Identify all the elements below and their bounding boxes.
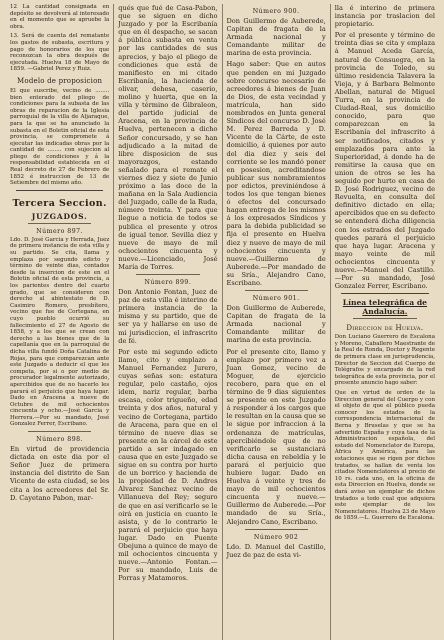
notice-text: lla é interino de primera instancia por traslacion del propietario.: [334, 4, 435, 29]
column-1: [6, 4, 114, 640]
model-text: El que suscribe, vecino de ........ bien enterado del pliego de condiciones para la subasta de las obras de reparacion de la Iglesia parroquial de la villa de Aljaraque, para la que se ha anunciado la subasta en el Boletin oficial de esta provincia, se compromete á ejecutar las indicadas obras por la cantidad de ........ con sujecion al pliego de condiciones y á la responsabilidad establecida en el Real decreto de 27 de Febrero de 1852 é instruccion de 13 de Setiembre del mismo año.: [10, 87, 110, 187]
notice-number: Número 901.: [252, 295, 300, 303]
divider: [353, 318, 417, 319]
paragraph: 13. Será de cuenta del rematante los gastos de subasta, escritura y pago de honorarios de los que reconozcan la obra después de ejecutada. Huelva 18 de Mayo de 1859. —Gabriel Perez y Ruiz.: [10, 33, 110, 73]
columns: [6, 4, 439, 640]
model-heading: Modelo de proposicion: [17, 76, 103, 85]
notice-text: Por el presente cito, llamo y emplazo por primero vez a Juan Gomez, vecino de Moguer, de ejercicio recobero, para que en el término de 9 dias siguientes se presente en este Juzgado á responder á los cargos que le resultan en la causa que se le sigue por infraccion á la ordenanza de matrículas, apercibiéndole que de no verificarlo se sustanciará dicha causa en rebeldía y le parará el perjuicio que hubiere lugar. Dado en Huelva á veinte y tres de mayo de mil ochocientos cincuenta y nueve.—Guillermo de Auberede.—Por mandado de su Sría., Alejandro Cano, Escribano.: [226, 347, 326, 526]
subsection-title: JUZGADOS.: [31, 211, 88, 221]
column-4: [331, 4, 439, 640]
section-title: Tercera Seccion.: [12, 197, 107, 209]
notice-text: Que en virtud de orden de la Direccion general del Cuerpo y con el objeto de que el público pueda conocer los estados de la correspondencia internacional de Berna y Bruselas y que se ha advertido España y cuya tasa de la Administracion española, del estado del Nomenclator de Europa, África y América, para las estaciones que se rigen por dichos tratados, se hallan de venta los citados Nomenclatores al precio de 10 rs. cada uno, en la oficina de esta Direccion en Huelva, donde se dará aviso un ejemplar de dichos tratados a todo cual que adquiera este ejemplar de los Nomenclatores. Huelva 23 de Mayo de 1859.—L. Guerrero de Escalona.: [334, 390, 435, 522]
notice-text: Por el presente y término de treinta dias se cita y emplaza á Manuel Aceda García, natural de Consuegra, en la provincia de Toledo, su último residencia Talavera la Vieja, y á Barbara Belmonte Abellan, natural de Miguel Turra, en la provincia de Ciudad-Real, sus domicilio conocido, para que comparezcan en la Escribanía del infrascrito á ser notificados, citados y emplazados para ante la Superioridad, á donde ha de remitirse la causa que en union de otros se les ha seguido por hurto en casa de D. José Rodriguez, vecino de Revuelta, en consulta del definitivo dictado en ella; apercibidos que en su defecto se entenderá dicha diligencia con los estrados del Juzgado quedes parará el perjuicio que haya lugar. Aracena y mayo veinte de mil ochocientos cincuenta y nueve.—Manuel del Castillo.—Por su mandado, José Gonzalez Ferrer, Escribano.: [334, 31, 435, 291]
paragraph: 12 La cantidad consignada en depósito se devolverá al interesado en el momento que se apruebe la obra.: [10, 4, 110, 30]
divider: [245, 290, 308, 291]
divider: [136, 274, 199, 275]
divider: [28, 431, 91, 432]
notice-text: Don Antonio Fontan, Juez de paz de esta villa é interino de primera instancia de la misma y su partido, que de ser ya y hallarse en uso de mi jurisdiccion, el infrascrito de fé.: [118, 288, 218, 345]
section-title: Línea telegráfica de Andalucía.: [342, 298, 428, 317]
divider: [341, 293, 429, 294]
notice-number: Número 900.: [252, 8, 300, 15]
notice-text: Ldo. D. José Garcia y Herrada, Juez de primera instancia de esta villa y su partido. Se cita, llama y emplaza por segundo edicto y término de veinte dias, contados desde la insercion de este en el Boletin oficial de esta provincia, a los parientes dentro del cuarto grado, que se consideren con derecho al abintestato de D. Casimiro Romero, presbítero, vecino que fue de Cortegana, en cuyo pueblo ocurrió su fallecimiento el 27 de Agosto de 1858, y a los que se crean con derecho a las bienes que de la capellanía que en la parroquial de dicha villa fundó Doña Catalina de Rojas, para que comparezcan ante este Juzgado a deducir el que les competa, por si o por medio de procurador legalmente autorizado, apercibidos que de no hacerlo les parará el perjuicio que haya lugar. Dado en Aracena a nueve de Octubre de mil ochocientos cincuenta y ocho.—José Garcia y Herrera.—Por su mandado, José Gonzalez Ferrer, Escribano.: [10, 236, 110, 428]
divider: [28, 223, 91, 224]
notice-number: Número 897.: [36, 227, 84, 235]
divider: [16, 190, 103, 191]
notice-number: Número 898.: [36, 436, 84, 444]
notice-text: Ldo. D. Manuel del Castillo, Juez de paz de esta vi-: [226, 542, 326, 559]
notice-text: Don Guillermo de Auberede, Capitan de fragata de la Armada nacional y Comandante militar de marina de esta provincia.: [226, 304, 326, 345]
notice-number: Número 902: [253, 533, 299, 541]
notice-text: En virtud de providencia dictada en este dia por el Señor Juez de primera instancia del distrito de San Vicente de esta ciudad, se les cita a los acreedores del Sr. D. Cayetano Pabon, mar-: [10, 445, 110, 502]
notice-text: Don Guillermo de Auberede, Capitan de fragata de la Armada nacional y Comandante militar de marina de esta provincia.: [226, 17, 326, 58]
notice-text: Don Luciano Guerrero de Escalona y Moreno, Caballero Maestrante de la Real de Ronda, Doctor y Regente de primera clase en jurisprudencia, Director de Seccion del Cuerpo de Telégrafos y encargado de la red telegráfica de esta provincia, por el presente anuncio hago saber:: [334, 334, 435, 387]
direction-title: Direccion de Huelva.: [346, 324, 424, 333]
divider: [245, 529, 308, 530]
notice-text: qués que fué de Casa-Pabon, que se siguen en dicho Juzgado y por la Escribanía que en él despacho, se sacan á pública subasta en venta por las cantidades de sus aprecios, y bajo el pliego de condiciones que está de manifiesto en mi citado Escribanía, la hacienda de olivar, dehesa, caserío, molino y huerta, que en la villa y término de Gibraleon, del partido judicial de Aracena, en la provincia de Huelva, pertenecen a dicho Señor concursado, y se han adjudicado a la mitad de libre disposicion de sus mayorazgos, estando señalado para el remate el viernes diez y siete de Junio próximo a las doce de la mañana en la Sala Audiencia del Juzgado, calle de la Ruda, número treinta. Y para que llegue a noticia de todos se publica el presente y otros de igual tenor. Sevilla diez y nueve de mayo de mil ochocientos cincuenta y nueve.—Licenciado, José María de Torres.: [118, 4, 218, 271]
column-3: [223, 4, 331, 640]
notice-number: Número 899.: [144, 279, 192, 287]
notice-text: Por este mi segundo edicto llamo, cito y emplazo a Manuel Fernandez Jurero, cuyas señas son: estatura regular, pelo castaño, ojos idem, nariz regular, barba escasa, color trigueño, edad treinta y dos años, natural y vecino de Cortegana, partido de Aracena, para que en el término de nueve dias se presente en la cárcel de este partido a ser indagado en causa que en este Juzgado se sigue en su contra por hurto de un borrico y hacienda de la propiedad de D. Andres Alvarez Sanchez vecino de Villanueva del Rey; seguro de que en así verificarlo se le oirá en justicia en cuanto le asista, y de lo contrario le parará el perjuicio que haya lugar. Dado en Puente Obejuna a quince de mayo de mil ochocientos cincuenta y nueve.—Antonio Fontan.—Por su mandado, Luis de Porras y Matamoros.: [118, 347, 218, 583]
column-2: [114, 4, 222, 640]
notice-text: Hago saber: Que en autos que penden en mi Juzgado sobre concurso necesario de acreedores á bienes de Juan de Dios, de esta vecindad y matrícula, han sido nombrados en Junta general Síndicos del concurso D. José M. Perez Barreda y D. Vicente de la Cárte, de este domicilio, á quienes por auto del dia diez y seis del corriente se les mandó poner en posesion, acreditandose publicar sus nombramientos por edictos, previniéndose á todos los que tengan bienes ó efectos del concursado hagan entrega de los mismos á los expresados Síndicos y para la debida publicidad se fija el presente en Huelva diez y nueve de mayo de mil ochocientos cincuenta y nueve.—Guillermo de Auberede.—Por mandado de su Sría., Alejandro Cano, Escribano.: [226, 60, 326, 287]
